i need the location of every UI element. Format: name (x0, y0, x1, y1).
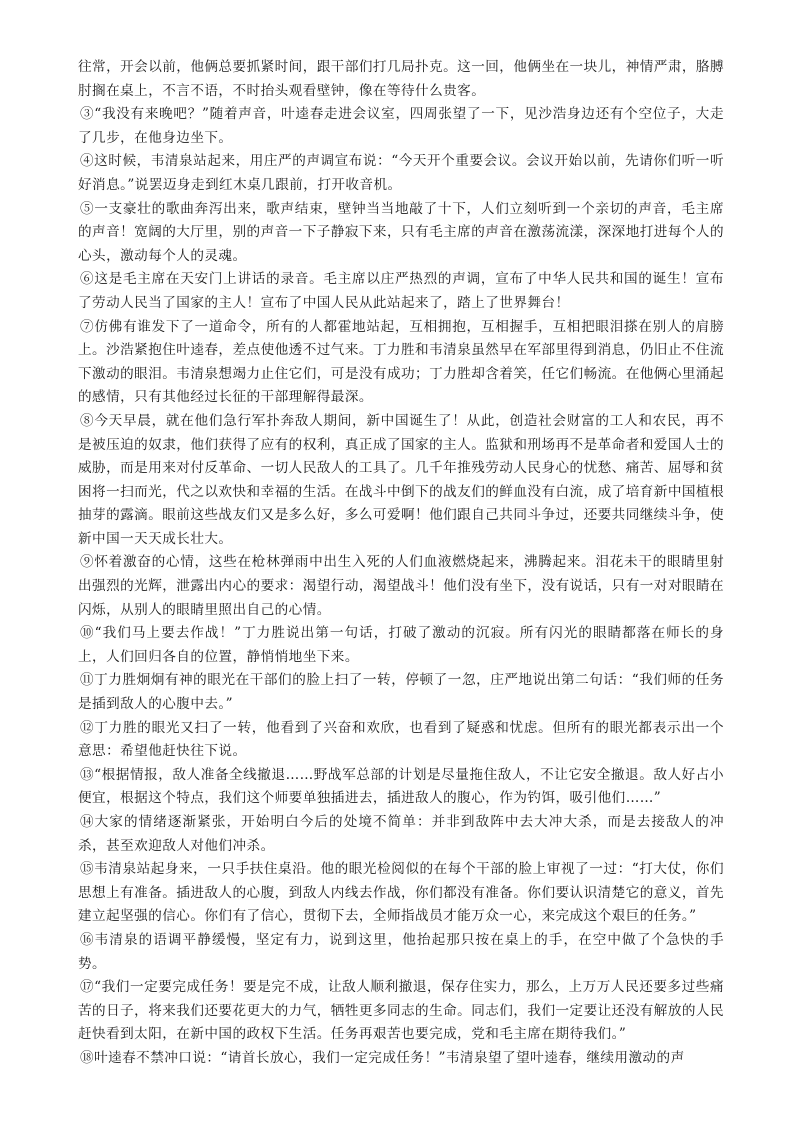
paragraph: ⑤一支豪壮的歌曲奔泻出来，歌声结束，壁钟当当地敲了十下，人们立刻听到一个亲切的声音，毛主席的声音！宽阔的大厅里，别的声音一下子静寂下来，只有毛主席的声音在激荡流漾，深深地打进每个人的心头，激动每个人的灵魂。 (78, 200, 725, 264)
article-body (78, 56, 724, 1071)
paragraph: ⑫丁力胜的眼光又扫了一转，他看到了兴奋和欢欣，也看到了疑惑和忧虑。但所有的眼光都表示出一个意思：希望他赶快往下说。 (78, 719, 724, 760)
paragraph: ⑪丁力胜炯炯有神的眼光在干部们的脸上扫了一转，停顿了一忽，庄严地说出第二句话：“我们师的任务是插到敌人的心腹中去。” (78, 672, 724, 713)
paragraph: ⑥这是毛主席在天安门上讲话的录音。毛主席以庄严热烈的声调，宣布了中华人民共和国的诞生！宣布了劳动人民当了国家的主人！宣布了中国人民从此站起来了，踏上了世界舞台！ (78, 271, 724, 311)
paragraph: ⑱叶逵春不禁冲口说：“请首长放心，我们一定完成任务！”韦清泉望了望叶逵春，继续用激动的声 (80, 1049, 685, 1066)
paragraph: ④这时候，韦清泉站起来，用庄严的声调宣布说：“今天开个重要会议。会议开始以前，先请你们听一听好消息。”说罢迈身走到红木桌几跟前，打开收音机。 (78, 153, 724, 193)
paragraph: ⑨怀着激奋的心情，这些在枪林弹雨中出生入死的人们血液燃烧起来，沸腾起来。泪花未干的眼睛里射出强烈的光辉，泄露出内心的要求：渴望行动，渴望战斗！他们没有坐下，没有说话，只有一对对眼睛在闪烁，从别人的眼睛里照出自己的心情。 (78, 554, 725, 618)
paragraph: ⑭大家的情绪逐渐紧张，开始明白今后的处境不简单：并非到敌阵中去大冲大杀，而是去接敌人的冲杀，甚至欢迎敌人对他们冲杀。 (78, 814, 724, 854)
paragraph: ⑬“根据情报，敌人准备全线撤退……野战军总部的计划是尽量拖住敌人，不让它安全撤退。敌人好占小便宜，根据这个特点，我们这个师要单独插进去，插进敌人的腹心，作为钓饵，吸引他们……” (78, 766, 724, 807)
paragraph: ⑦仿佛有谁发下了一道命令，所有的人都霍地站起，互相拥抱，互相握手，互相把眼泪搽在别人的肩膀上。沙浩紧抱住叶逵春，差点使他透不过气来。丁力胜和韦清泉虽然早在军部里得到消息，仍旧止不住流下激动的眼泪。韦清泉想竭力止住它们，可是没有成功；丁力胜却含着笑，任它们畅流。在他俩心里涌起的感情，只有其他经过长征的干部理解得最深。 (78, 318, 725, 406)
paragraph: ⑯韦清泉的语调平静缓慢，坚定有力，说到这里，他抬起那只按在桌上的手，在空中做了个急快的手势。 (78, 931, 724, 972)
paragraph: ③“我没有来晚吧？”随着声音，叶逵春走进会议室，四周张望了一下，见沙浩身边还有个空位子，大走了几步，在他身边坐下。 (78, 106, 724, 146)
paragraph: ⑰“我们一定要完成任务！要是完不成，让敌人顺利撤退，保存住实力，那么，上万万人民还要多过些痛苦的日子，将来我们还要花更大的力气，牺牲更多同志的生命。同志们，我们一定要让还没有解放的人民赶快看到太阳，在新中国的政权下生活。任务再艰苦也要完成，党和毛主席在期待我们。” (78, 979, 725, 1043)
paragraph: ⑩“我们马上要去作战！”丁力胜说出第一句话，打破了激动的沉寂。所有闪光的眼睛都落在师长的身上，人们回归各自的位置，静悄悄地坐下来。 (78, 625, 724, 665)
paragraph: ⑧今天早晨，就在他们急行军扑奔敌人期间，新中国诞生了！从此，创造社会财富的工人和农民，再不是被压迫的奴隶，他们获得了应有的权利，真正成了国家的主人。监狱和刑场再不是革命者和爱国人士的威胁，而是用来对付反革命、一切人民敌人的工具了。几千年推残劳动人民身心的忧愁、痛苦、屈辱和贫困将一扫而光，代之以欢快和幸福的生活。在战斗中倒下的战友们的鲜血没有白流，成了培育新中国植根抽芽的露滴。眼前这些战友们又是多么好，多么可爱啊！他们跟自己共同斗争过，还要共同继续斗争，使新中国一天天成长壮大。 (78, 412, 725, 547)
paragraph: ⑮韦清泉站起身来，一只手扶住桌沿。他的眼光检阅似的在每个干部的脸上审视了一过：“打大仗，你们思想上有准备。插进敌人的心腹，到敌人内线去作战，你们都没有准备。你们要认识清楚它的意义，首先建立起坚强的信心。你们有了信心，贯彻下去，全师指战员才能万众一心，来完成这个艰巨的任务。” (78, 861, 725, 925)
paragraph: 往常，开会以前，他俩总要抓紧时间，跟干部们打几局扑克。这一回，他俩坐在一块儿，神情严肃，胳膊肘搁在桌上，不言不语，不时抬头观看壁钟，像在等待什么贵客。 (78, 59, 725, 99)
